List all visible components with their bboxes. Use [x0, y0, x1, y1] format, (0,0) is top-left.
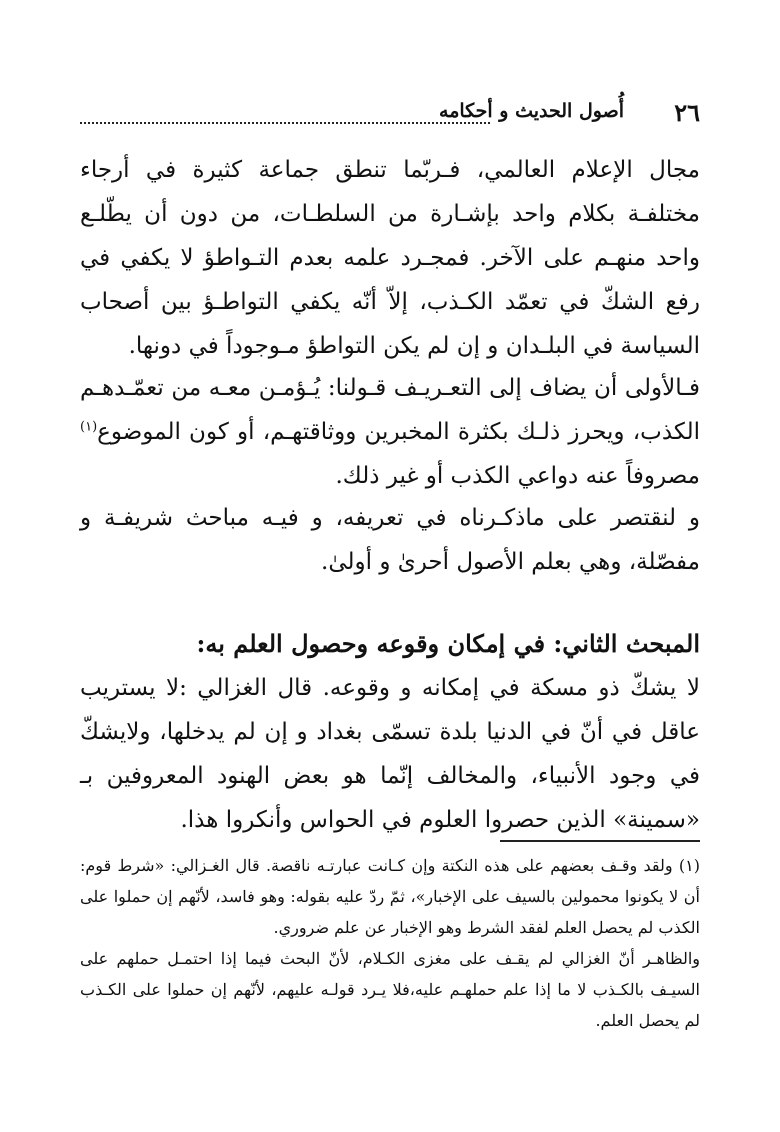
footnotes — [80, 850, 700, 1036]
footnote-separator — [500, 840, 700, 842]
paragraph-2 — [80, 366, 700, 498]
paragraph-4 — [80, 666, 700, 842]
paragraph-3-text: و لنقتصر على ماذكـرناه في تعريفه، و فيـه مباحث شريفـة و مفصّلة، وهي بعلم الأصول أحرىٰ و أولىٰ. — [80, 505, 700, 575]
footnote-1-paragraph-1: (١) ولقد وقـف بعضهم على هذه النكتة وإن كـانت عبارتـه ناقصة. قال الغـزالي: «شرط قوم: أن لا يكونوا محمولين بالسيف على الإخبار»، ثمّ ردّ عليه بقوله: وهو فاسد، لأنّهم إن حملوا على الكذب لم يحصل العلم لفقد الشرط وهو الإخبار عن علم ضروري. — [80, 856, 700, 937]
paragraph-2-text-part2: مصروفاً عنه دواعي الكذب أو غير ذلك. — [335, 463, 700, 489]
footnote-1-paragraph-2: والظاهـر أنّ الغزالي لم يقـف على مغزى الكـلام، لأنّ البحث فيما إذا احتمـل حملهم على السيـف بالكـذب لا ما إذا علم حملهـم عليه،فلا يـرد قولـه عليهم، لأنّهم إن حملوا على الكـذب لم يحصل العلم. — [80, 949, 700, 1030]
paragraph-1-text: مجال الإعلام العالمي، فـربّما تنطق جماعة كثيرة في أرجاء مختلفـة بكلام واحد بإشـارة من السلطـات، من دون أن يطّلـع واحد منهـم على الآخر. فمجـرد علمه بعدم التـواطؤ لا يكفي في رفع الشكّ في تعمّد الكـذب، إلاّ أنّه يكفي التواطـؤ بين أصحاب السياسة في البلـدان و إن لم يكن التواطؤ مـوجوداً في دونها. — [80, 157, 700, 359]
paragraph-2-text — [80, 366, 700, 498]
section-heading: المبحث الثاني: في إمكان وقوعه وحصول العلم به: — [196, 629, 700, 658]
footnote-reference: (١) — [80, 419, 98, 435]
paragraph-2-text-part1: فـالأولى أن يضاف إلى التعـريـف قـولنا: يُـؤمـن معـه من تعمّـدهـم الكذب، ويحرز ذلـك بكثرة المخبرين ووثاقتهـم، أو كون الموضوع — [80, 375, 700, 445]
page-number: ٢٦ — [674, 98, 700, 127]
header-dotted-rule — [80, 122, 490, 124]
running-header — [80, 96, 700, 130]
paragraph-1 — [80, 148, 700, 368]
paragraph-4-text: لا يشكّ ذو مسكة في إمكانه و وقوعه. قال الغزالي :لا يستريب عاقل في أنّ في الدنيا بلدة تسمّى بغداد و إن لم يدخلها، ولايشكّ في وجود الأنبياء، والمخالف إنّما هو بعض الهنود المعروفين بـ «سمينة» الذين حصروا العلوم في الحواس وأنكروا هذا. — [80, 675, 700, 833]
book-title: أُصول الحديث و أحكامه — [439, 100, 624, 122]
paragraph-3 — [80, 496, 700, 584]
